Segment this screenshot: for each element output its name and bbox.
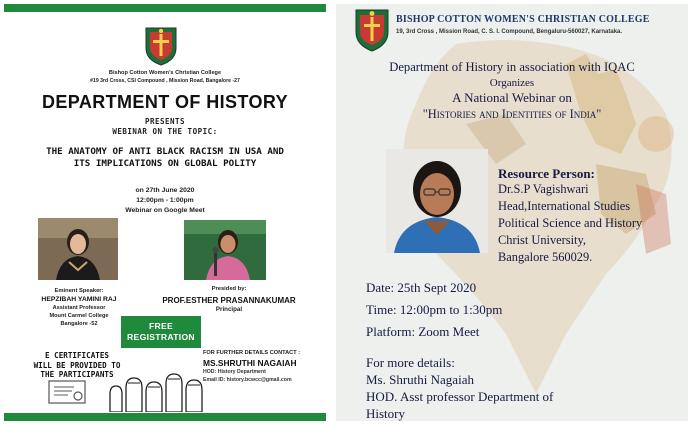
- certificates-line-3: THE PARTICIPANTS: [40, 370, 114, 379]
- department-line: Department of History in association with IQAC: [389, 60, 635, 74]
- certificate-icon: [48, 380, 86, 406]
- resource-person-line-3: Political Science and History: [498, 216, 643, 230]
- president-designation: Principal: [215, 306, 243, 313]
- college-name: Bishop Cotton Women's Christian College: [108, 70, 222, 76]
- resource-person-line-5: Bangalore 560029.: [498, 250, 593, 264]
- details-contact-role: HOD. Asst professor Department of: [366, 389, 554, 404]
- speaker-photo: [38, 218, 118, 280]
- resource-person-photo: [386, 149, 488, 253]
- topic-line-1: THE ANATOMY OF ANTI BLACK RACISM IN USA AND: [46, 146, 284, 157]
- details-contact-name: Ms. Shruthi Nagaiah: [366, 372, 474, 387]
- bottom-green-bar: [4, 413, 326, 421]
- speaker-city: Bangalore -52: [60, 321, 98, 327]
- president-photo: [184, 220, 266, 280]
- president-role: Presided by:: [211, 286, 247, 292]
- webinar-date: on 27th June 2020: [135, 187, 195, 194]
- webinar-topic-label: WEBINAR ON THE TOPIC:: [112, 127, 218, 136]
- webinar-title: "Histories and Identities of India": [422, 107, 602, 121]
- raised-fists-icon: [104, 368, 208, 412]
- topic-line-2: ITS IMPLICATIONS ON GLOBAL POLITY: [73, 158, 257, 169]
- history-webinar-poster-september: [336, 4, 688, 421]
- details-heading: For more details:: [366, 355, 455, 370]
- resource-person-label: Resource Person:: [498, 166, 595, 181]
- organizes-label: Organizes: [489, 77, 535, 89]
- free-registration-badge: [121, 316, 201, 348]
- contact-department: HOD: History Department: [203, 369, 266, 375]
- college-crest-icon: [144, 26, 178, 66]
- department-title: DEPARTMENT OF HISTORY: [41, 92, 289, 112]
- speaker-role: Eminent Speaker:: [54, 288, 104, 294]
- national-webinar-label: A National Webinar on: [452, 90, 572, 105]
- resource-person-line-2: Head,International Studies: [498, 199, 631, 213]
- free-registration-line-2: REGISTRATION: [127, 332, 195, 342]
- webinar-platform: Webinar on Google Meet: [125, 207, 205, 214]
- contact-heading: FOR FURTHER DETAILS CONTACT :: [203, 350, 301, 356]
- certificates-line-2: WILL BE PROVIDED TO: [33, 360, 121, 370]
- free-registration-line-1: FREE: [148, 321, 174, 331]
- certificates-line-1: E CERTIFICATES: [44, 351, 109, 360]
- presents-label: PRESENTS: [144, 117, 186, 126]
- speaker-institution: Mount Carmel College: [49, 313, 109, 319]
- speaker-designation: Assistant Professor: [52, 305, 106, 311]
- webinar-date: Date: 25th Sept 2020: [366, 280, 477, 295]
- webinar-topic: [16, 146, 314, 170]
- resource-person-name: Dr.S.P Vagishwari: [498, 182, 589, 196]
- college-address: 19, 3rd Cross , Mission Road, C. S. I. Compound, Bengaluru-560027, Karnataka.: [396, 29, 623, 35]
- college-crest-icon: [354, 8, 390, 52]
- webinar-time: Time: 12:00pm to 1:30pm: [366, 302, 503, 317]
- webinar-time: 12:00pm - 1:00pm: [136, 197, 194, 204]
- college-address: #19 3rd Cross, CSI Compound , Mission Road, Bangalore -27: [90, 78, 240, 84]
- president-name: PROF.ESTHER PRASANNAKUMAR: [162, 296, 296, 305]
- college-name: BISHOP COTTON WOMEN'S CHRISTIAN COLLEGE: [396, 14, 650, 25]
- history-webinar-poster-june: [4, 4, 326, 421]
- details-contact-dept: History: [366, 406, 405, 421]
- top-green-bar: [4, 4, 326, 12]
- contact-email: Email ID: history.bcwcc@gmail.com: [203, 377, 292, 383]
- contact-name: MS.SHRUTHI NAGAIAH: [203, 358, 297, 368]
- resource-person-line-4: Christ University,: [498, 233, 586, 247]
- webinar-platform: Platform: Zoom Meet: [366, 324, 480, 339]
- speaker-name: HEPZIBAH YAMINI RAJ: [41, 296, 117, 303]
